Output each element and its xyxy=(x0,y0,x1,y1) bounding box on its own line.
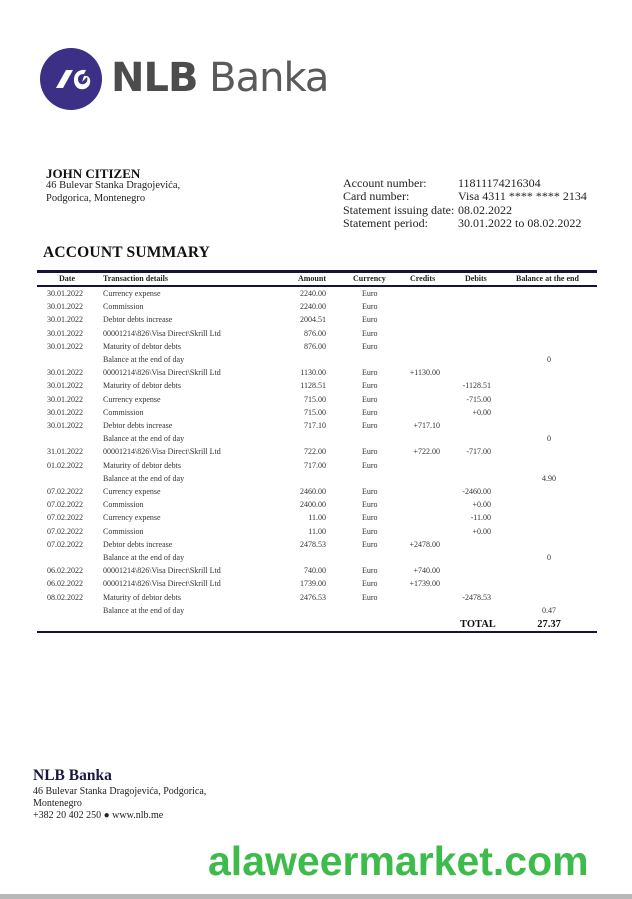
row-details: 00001214\826\Visa Direct\Skrill Ltd xyxy=(103,566,221,576)
column-header-debits: Debits xyxy=(465,274,487,283)
row-date: 31.01.2022 xyxy=(47,447,83,457)
row-currency: Euro xyxy=(362,460,378,470)
row-details: Maturity of debtor debts xyxy=(103,460,181,470)
row-currency: Euro xyxy=(362,328,378,338)
row-details: Currency expense xyxy=(103,513,161,523)
row-currency: Euro xyxy=(362,302,378,312)
row-amount: 11.00 xyxy=(308,513,326,523)
row-currency: Euro xyxy=(362,526,378,536)
row-details: 00001214\826\Visa Direct\Skrill Ltd xyxy=(103,368,221,378)
row-details: Balance at the end of day xyxy=(103,355,185,364)
row-details: Balance at the end of day xyxy=(103,434,185,444)
table-top-rule xyxy=(37,270,597,273)
row-balance: 0 xyxy=(547,434,551,444)
row-details: Balance at the end of day xyxy=(103,605,185,615)
row-credit: +722.00 xyxy=(413,447,440,457)
row-currency: Euro xyxy=(362,407,378,417)
row-currency: Euro xyxy=(362,289,378,298)
issuing-date-label: Statement issuing date: xyxy=(343,203,455,217)
row-credit: +740.00 xyxy=(413,566,440,576)
footer-contact: +382 20 402 250 ● www.nlb.me xyxy=(33,810,164,821)
row-currency: Euro xyxy=(362,579,378,589)
column-header-credits: Credits xyxy=(410,274,436,283)
row-debit: -2478.53 xyxy=(462,592,491,602)
row-date: 06.02.2022 xyxy=(47,566,83,576)
row-details: Currency expense xyxy=(103,394,161,404)
row-amount: 1739.00 xyxy=(300,579,326,589)
footer-address-line2: Montenegro xyxy=(33,798,82,809)
row-currency: Euro xyxy=(362,513,378,523)
row-date: 07.02.2022 xyxy=(47,487,83,496)
row-details: Commission xyxy=(103,526,144,536)
row-currency: Euro xyxy=(362,487,378,496)
row-details: Commission xyxy=(103,500,144,510)
customer-address-line1: 46 Bulevar Stanka Dragojevića, xyxy=(46,180,181,191)
row-date: 07.02.2022 xyxy=(47,539,83,549)
row-currency: Euro xyxy=(362,566,378,576)
row-date: 30.01.2022 xyxy=(47,381,83,391)
row-date: 07.02.2022 xyxy=(47,500,83,510)
row-details: Debtor debts increase xyxy=(103,421,173,430)
total-label: TOTAL xyxy=(460,619,496,630)
account-number-value: 11811174216304 xyxy=(458,176,541,190)
column-header-balance: Balance at the end xyxy=(516,274,579,283)
row-amount: 2476.53 xyxy=(300,592,326,602)
logo-text-nlb: NLB xyxy=(111,55,198,101)
row-date: 07.02.2022 xyxy=(47,513,83,523)
row-amount: 715.00 xyxy=(304,407,326,417)
table-bottom-rule xyxy=(37,631,597,633)
row-credit: +2478.00 xyxy=(409,539,440,549)
row-amount: 715.00 xyxy=(304,394,326,404)
row-currency: Euro xyxy=(362,315,378,325)
row-debit: -2460.00 xyxy=(462,487,491,496)
row-balance: 4.90 xyxy=(542,473,556,483)
row-debit: -1128.51 xyxy=(462,381,491,391)
customer-name: JOHN CITIZEN xyxy=(46,166,141,181)
bottom-edge-bar xyxy=(0,894,632,899)
row-date: 01.02.2022 xyxy=(47,460,83,470)
row-amount: 2240.00 xyxy=(300,302,326,312)
column-header-currency: Currency xyxy=(353,274,386,283)
logo-text-banka: Banka xyxy=(197,55,329,101)
row-currency: Euro xyxy=(362,368,378,378)
card-number-value: Visa 4311 **** **** 2134 xyxy=(458,189,587,203)
row-amount: 2460.00 xyxy=(300,487,326,496)
row-debit: +0.00 xyxy=(472,407,491,417)
row-credit: +1130.00 xyxy=(409,368,440,378)
row-date: 30.01.2022 xyxy=(47,394,83,404)
row-amount: 1128.51 xyxy=(300,381,326,391)
row-date: 30.01.2022 xyxy=(47,289,83,298)
card-number-label: Card number: xyxy=(343,189,410,203)
row-date: 06.02.2022 xyxy=(47,579,83,589)
row-amount: 2004.51 xyxy=(300,315,326,325)
row-debit: -11.00 xyxy=(470,513,491,523)
row-currency: Euro xyxy=(362,500,378,510)
row-amount: 717.00 xyxy=(304,460,326,470)
row-credit: +1739.00 xyxy=(409,579,440,589)
row-debit: +0.00 xyxy=(472,526,491,536)
row-amount: 2400.00 xyxy=(300,500,326,510)
row-currency: Euro xyxy=(362,421,378,430)
row-details: Maturity of debtor debts xyxy=(103,341,181,351)
account-summary-title: ACCOUNT SUMMARY xyxy=(43,244,211,261)
row-debit: +0.00 xyxy=(472,500,491,510)
row-details: Balance at the end of day xyxy=(103,473,185,483)
row-date: 30.01.2022 xyxy=(47,341,83,351)
row-amount: 1130.00 xyxy=(300,368,326,378)
row-currency: Euro xyxy=(362,592,378,602)
row-date: 30.01.2022 xyxy=(47,421,83,430)
row-currency: Euro xyxy=(362,539,378,549)
row-details: Maturity of debtor debts xyxy=(103,592,181,602)
row-details: Balance at the end of day xyxy=(103,553,185,562)
column-header-date: Date xyxy=(59,274,75,283)
row-details: Commission xyxy=(103,407,144,417)
column-header-amount: Amount xyxy=(297,274,326,283)
column-header-details: Transaction details xyxy=(103,274,168,283)
row-amount: 2478.53 xyxy=(300,539,326,549)
row-balance: 0 xyxy=(547,553,551,562)
row-amount: 876.00 xyxy=(304,341,326,351)
row-date: 30.01.2022 xyxy=(47,302,83,312)
row-balance: 0.47 xyxy=(542,605,556,615)
row-currency: Euro xyxy=(362,447,378,457)
row-amount: 876.00 xyxy=(304,328,326,338)
row-currency: Euro xyxy=(362,341,378,351)
row-details: Debtor debts increase xyxy=(103,315,173,325)
watermark-text: alaweermarket.com xyxy=(208,838,589,884)
logo-mark-icon xyxy=(40,48,102,110)
statement-period-value: 30.01.2022 to 08.02.2022 xyxy=(458,216,582,230)
row-credit: +717.10 xyxy=(413,421,440,430)
row-date: 30.01.2022 xyxy=(47,368,83,378)
row-currency: Euro xyxy=(362,394,378,404)
row-debit: -715.00 xyxy=(466,394,491,404)
total-value: 27.37 xyxy=(537,619,561,630)
row-currency: Euro xyxy=(362,381,378,391)
row-amount: 2240.00 xyxy=(300,289,326,298)
row-balance: 0 xyxy=(547,355,551,364)
table-header-rule xyxy=(37,285,597,287)
row-amount: 740.00 xyxy=(304,566,326,576)
statement-period-label: Statement period: xyxy=(343,216,428,230)
row-details: Debtor debts increase xyxy=(103,539,173,549)
row-date: 08.02.2022 xyxy=(47,592,83,602)
row-amount: 11.00 xyxy=(308,526,326,536)
nlb-swirl-icon xyxy=(40,48,102,110)
account-number-label: Account number: xyxy=(343,176,427,190)
row-date: 30.01.2022 xyxy=(47,407,83,417)
row-date: 07.02.2022 xyxy=(47,526,83,536)
row-details: Commission xyxy=(103,302,144,312)
footer-address-line1: 46 Bulevar Stanka Dragojevića, Podgorica, xyxy=(33,786,207,797)
row-details: Maturity of debtor debts xyxy=(103,381,181,391)
row-date: 30.01.2022 xyxy=(47,315,83,325)
issuing-date-value: 08.02.2022 xyxy=(458,203,512,217)
bank-logo-text xyxy=(111,54,328,102)
row-details: Currency expense xyxy=(103,289,161,298)
row-debit: -717.00 xyxy=(466,447,491,457)
customer-address-line2: Podgorica, Montenegro xyxy=(46,193,146,204)
row-details: 00001214\826\Visa Direct\Skrill Ltd xyxy=(103,579,221,589)
row-details: Currency expense xyxy=(103,487,161,496)
row-amount: 717.10 xyxy=(304,421,326,430)
row-details: 00001214\826\Visa Direct\Skrill Ltd xyxy=(103,447,221,457)
row-date: 30.01.2022 xyxy=(47,328,83,338)
row-details: 00001214\826\Visa Direct\Skrill Ltd xyxy=(103,328,221,338)
footer-bank-name: NLB Banka xyxy=(33,767,112,784)
row-amount: 722.00 xyxy=(304,447,326,457)
